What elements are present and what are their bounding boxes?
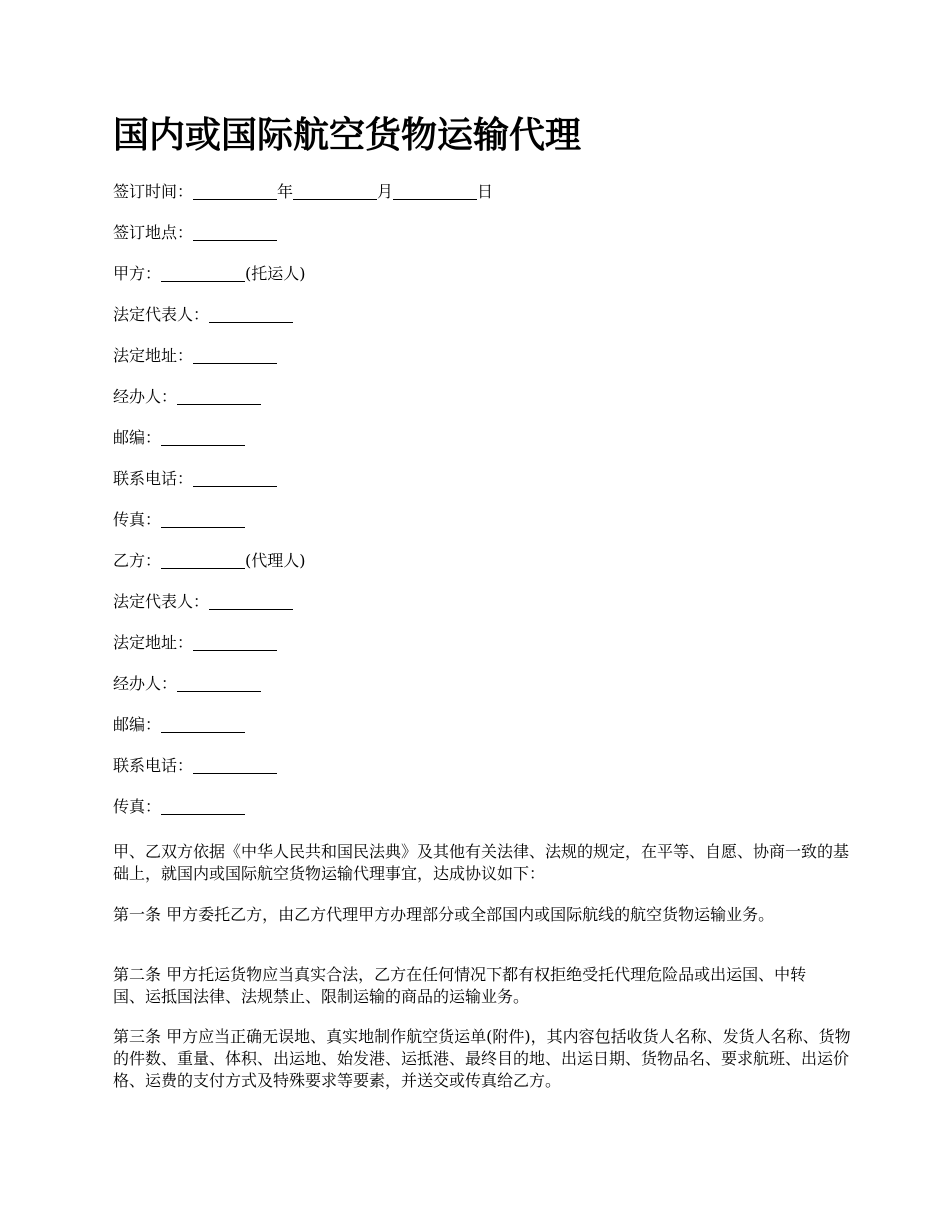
blank-day: [393, 181, 477, 200]
blank-party-b-postcode: [161, 714, 245, 733]
party-b-line: [113, 547, 493, 588]
sign-date-line: [113, 178, 493, 219]
year-label: 年: [277, 182, 294, 201]
party-b-fax-line: [113, 793, 493, 834]
party-a-postcode-label: 邮编：: [113, 428, 162, 447]
sign-date-label: 签订时间：: [113, 182, 194, 201]
blank-party-a-address: [193, 345, 277, 364]
document-title: 国内或国际航空货物运输代理: [113, 115, 582, 156]
sign-place-line: [113, 219, 493, 260]
blank-party-b-fax: [161, 796, 245, 815]
party-b-agent-line: [113, 670, 493, 711]
party-a-legal-rep-label: 法定代表人：: [113, 305, 210, 324]
blank-party-a-postcode: [161, 427, 245, 446]
party-a-role: (托运人): [245, 264, 306, 283]
party-b-label: 乙方：: [113, 551, 162, 570]
preamble-paragraph: 甲、乙双方依据《中华人民共和国民法典》及其他有关法律、法规的规定，在平等、自愿、协商一致的基础上，就国内或国际航空货物运输代理事宜，达成协议如下：: [113, 842, 850, 883]
blank-party-a-legal-rep: [209, 304, 293, 323]
party-a-agent-line: [113, 383, 493, 424]
article-3: 第三条 甲方应当正确无误地、真实地制作航空货运单(附件)，其内容包括收货人名称、发货人名称、货物的件数、重量、体积、出运地、始发港、运抵港、最终目的地、出运日期、货物品名、要求航班、出运价格、运费的支付方式及特殊要求等要素，并送交或传真给乙方。: [113, 1027, 851, 1090]
party-b-role: (代理人): [245, 551, 306, 570]
blank-party-a-phone: [193, 468, 277, 487]
blank-month: [293, 181, 377, 200]
party-a-fax-line: [113, 506, 493, 547]
party-info-fields: [113, 178, 493, 834]
party-a-agent-label: 经办人：: [113, 387, 178, 406]
party-a-address-line: [113, 342, 493, 383]
party-a-phone-label: 联系电话：: [113, 469, 194, 488]
day-label: 日: [477, 182, 494, 201]
blank-party-b-phone: [193, 755, 277, 774]
party-b-address-line: [113, 629, 493, 670]
party-b-postcode-line: [113, 711, 493, 752]
party-a-phone-line: [113, 465, 493, 506]
blank-party-b-agent: [177, 673, 261, 692]
party-b-agent-label: 经办人：: [113, 674, 178, 693]
party-a-line: [113, 260, 493, 301]
sign-place-label: 签订地点：: [113, 223, 194, 242]
blank-party-a-agent: [177, 386, 261, 405]
blank-year: [193, 181, 277, 200]
blank-party-a: [161, 263, 245, 282]
party-a-legal-rep-line: [113, 301, 493, 342]
party-b-address-label: 法定地址：: [113, 633, 194, 652]
party-a-address-label: 法定地址：: [113, 346, 194, 365]
party-b-phone-line: [113, 752, 493, 793]
blank-party-a-fax: [161, 509, 245, 528]
party-b-legal-rep-label: 法定代表人：: [113, 592, 210, 611]
party-b-legal-rep-line: [113, 588, 493, 629]
article-1: 第一条 甲方委托乙方，由乙方代理甲方办理部分或全部国内或国际航线的航空货物运输业务。: [113, 905, 775, 924]
blank-party-b-legal-rep: [209, 591, 293, 610]
party-b-phone-label: 联系电话：: [113, 756, 194, 775]
party-a-label: 甲方：: [113, 264, 162, 283]
party-a-fax-label: 传真：: [113, 510, 162, 529]
month-label: 月: [377, 182, 394, 201]
blank-party-b-address: [193, 632, 277, 651]
blank-sign-place: [193, 222, 277, 241]
party-b-postcode-label: 邮编：: [113, 715, 162, 734]
party-b-fax-label: 传真：: [113, 797, 162, 816]
blank-party-b: [161, 550, 245, 569]
party-a-postcode-line: [113, 424, 493, 465]
article-2: 第二条 甲方托运货物应当真实合法，乙方在任何情况下都有权拒绝受托代理危险品或出运国、中转国、运抵国法律、法规禁止、限制运输的商品的运输业务。: [113, 965, 807, 1006]
